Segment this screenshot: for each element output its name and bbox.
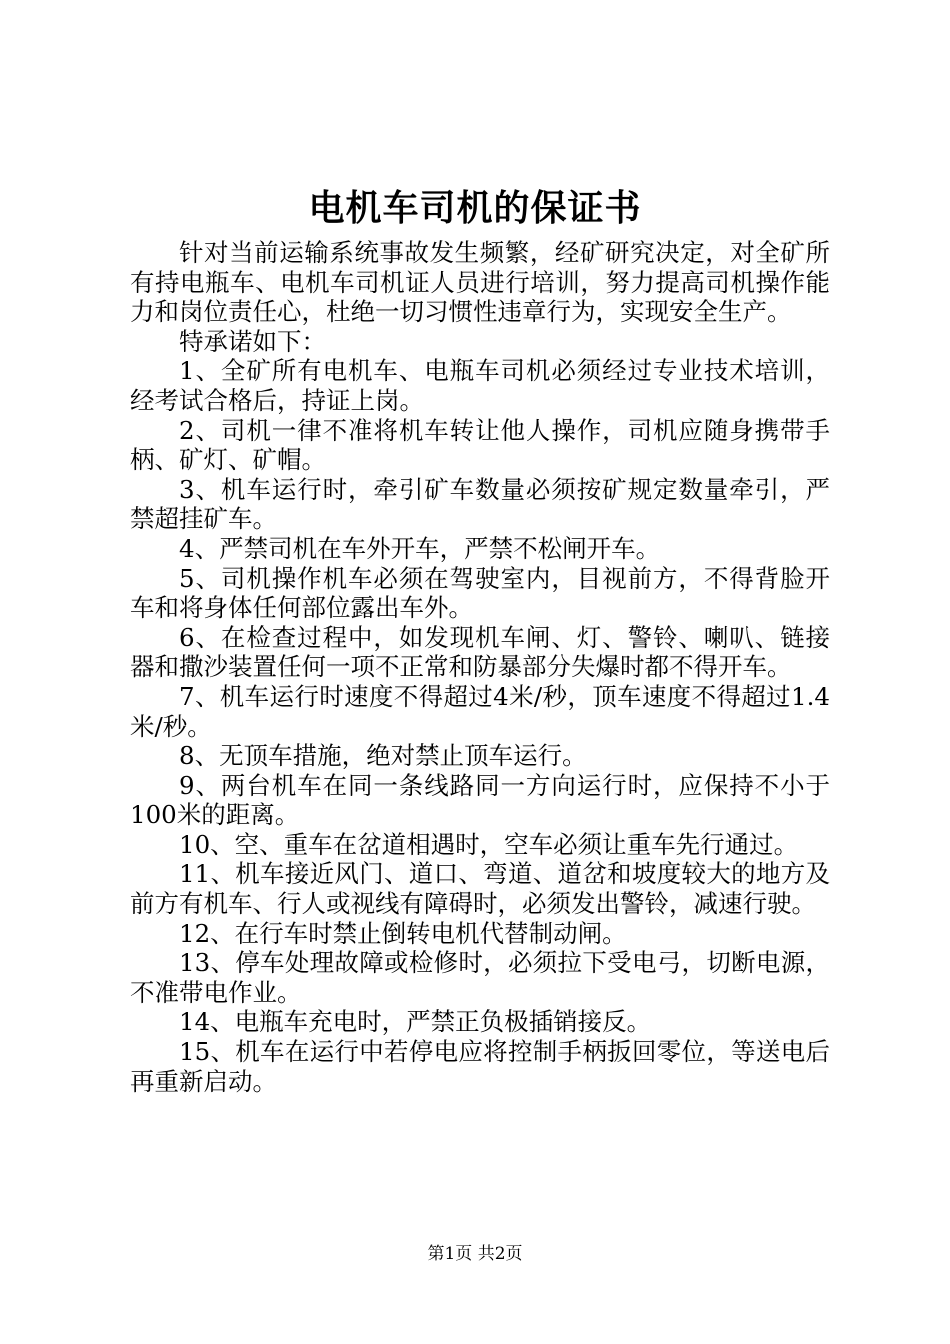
rule-item-6: 6、在检查过程中，如发现机车闸、灯、警铃、喇叭、链接器和撒沙装置任何一项不正常和防暴部分失爆时都不得开车。 bbox=[130, 622, 830, 682]
intro-paragraph: 针对当前运输系统事故发生频繁，经矿研究决定，对全矿所有持电瓶车、电机车司机证人员进行培训，努力提高司机操作能力和岗位责任心，杜绝一切习惯性违章行为，实现安全生产。 bbox=[130, 238, 830, 327]
rule-item-2: 2、司机一律不准将机车转让他人操作，司机应随身携带手柄、矿灯、矿帽。 bbox=[130, 415, 830, 475]
commitment-heading: 特承诺如下： bbox=[179, 326, 326, 356]
document-body bbox=[130, 238, 830, 1096]
rule-item-12: 12、在行车时禁止倒转电机代替制动闸。 bbox=[179, 918, 627, 948]
rule-item-9: 9、两台机车在同一条线路同一方向运行时，应保持不小于100米的距离。 bbox=[130, 770, 830, 830]
rule-item-1: 1、全矿所有电机车、电瓶车司机必须经过专业技术培训，经考试合格后，持证上岗。 bbox=[130, 356, 830, 415]
rule-item-15: 15、机车在运行中若停电应将控制手柄扳回零位，等送电后再重新启动。 bbox=[130, 1037, 830, 1096]
rule-item-11: 11、机车接近风门、道口、弯道、道岔和坡度较大的地方及前方有机车、行人或视线有障碍时，必须发出警铃，减速行驶。 bbox=[130, 859, 830, 919]
rule-item-3: 3、机车运行时，牵引矿车数量必须按矿规定数量牵引，严禁超挂矿车。 bbox=[130, 474, 830, 534]
page-number-footer: 第1页 共2页 bbox=[427, 1244, 523, 1264]
rule-item-8: 8、无顶车措施，绝对禁止顶车运行。 bbox=[179, 741, 587, 771]
rule-item-7: 7、机车运行时速度不得超过4米/秒，顶车速度不得超过1.4米/秒。 bbox=[130, 681, 830, 741]
rule-item-5: 5、司机操作机车必须在驾驶室内，目视前方，不得背脸开车和将身体任何部位露出车外。 bbox=[130, 563, 830, 623]
rule-item-10: 10、空、重车在岔道相遇时，空车必须让重车先行通过。 bbox=[179, 829, 799, 859]
rule-item-4: 4、严禁司机在车外开车，严禁不松闸开车。 bbox=[179, 533, 661, 563]
rule-item-13: 13、停车处理故障或检修时，必须拉下受电弓，切断电源，不准带电作业。 bbox=[130, 948, 830, 1007]
rule-item-14: 14、电瓶车充电时，严禁正负极插销接反。 bbox=[179, 1007, 652, 1037]
document-title: 电机车司机的保证书 bbox=[308, 187, 642, 229]
